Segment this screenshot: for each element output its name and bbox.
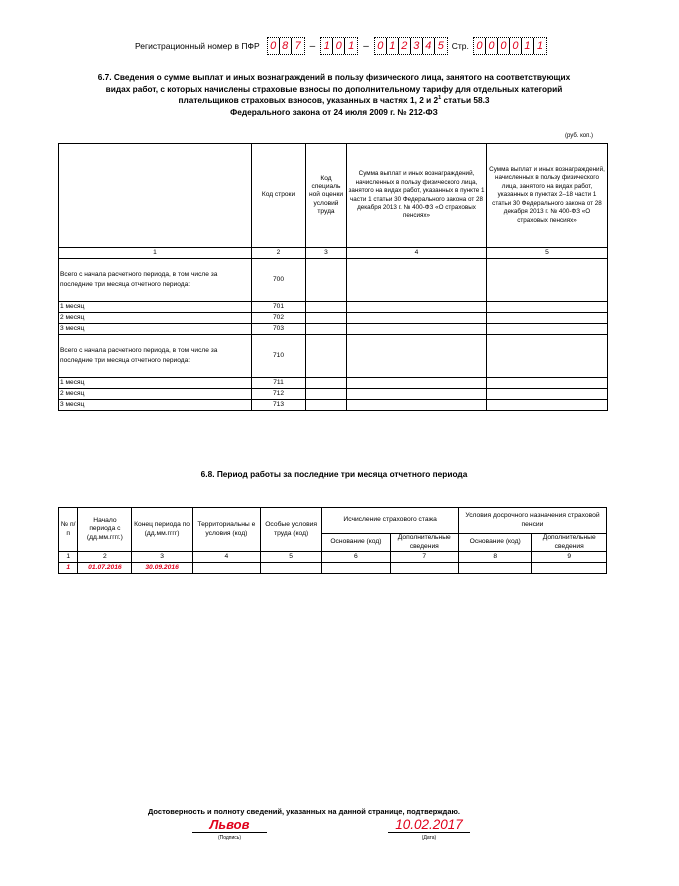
table-row	[59, 563, 607, 574]
col-group-early-pension: Условия досрочного назначения страховой пенсии	[458, 508, 606, 534]
reg-number-part-1[interactable]	[267, 37, 305, 55]
col-header-start: Начало периода с (дд.мм.гггг.)	[78, 508, 132, 552]
digit-cell: 0	[498, 38, 510, 54]
row-code: 711	[252, 378, 306, 389]
table-row	[59, 259, 608, 302]
col-header-sum-p2-18: Сумма выплат и иных вознаграждений, начисленных в пользу физического лица, занятого на видах работ, указанных в пунктах 2–18 части 1 статьи 30 Федерального закона от 28 декабря 2013 г. № 400-ФЗ «О страховых пенсиях»	[487, 144, 608, 248]
special-cell[interactable]	[261, 563, 322, 574]
sout-code-cell[interactable]	[306, 378, 347, 389]
sout-code-cell[interactable]	[306, 313, 347, 324]
col-number: 3	[306, 248, 347, 259]
sum-p2-18-cell[interactable]	[487, 400, 608, 411]
row-label: Всего с начала расчетного периода, в том числе за последние три месяца отчетного периода:	[59, 259, 252, 302]
col-number: 6	[322, 552, 390, 563]
table-row	[59, 302, 608, 313]
col-number: 8	[458, 552, 531, 563]
digit-cell: 0	[375, 38, 387, 54]
row-code: 710	[252, 335, 306, 378]
col-header-special: Особые условия труда (код)	[261, 508, 322, 552]
row-code: 712	[252, 389, 306, 400]
table-row	[59, 400, 608, 411]
sum-p1-cell[interactable]	[347, 378, 487, 389]
row-label: 2 месяц	[59, 313, 252, 324]
signature-block	[192, 818, 267, 841]
col-number: 5	[261, 552, 322, 563]
page-label: Стр.	[451, 41, 469, 51]
row-code: 700	[252, 259, 306, 302]
sout-code-cell[interactable]	[306, 389, 347, 400]
table-row	[59, 324, 608, 335]
signature-caption: (Подпись)	[217, 835, 242, 841]
col-number: 1	[59, 552, 78, 563]
row-code: 701	[252, 302, 306, 313]
row-label: 3 месяц	[59, 324, 252, 335]
date-field[interactable]: 10.02.2017	[388, 818, 470, 833]
title-line: Федерального закона от 24 июля 2009 г. № 212-ФЗ	[230, 107, 438, 118]
sum-p1-cell[interactable]	[347, 259, 487, 302]
col-header-early-extra: Дополнительные сведения	[532, 534, 607, 552]
confirmation-text: Достоверность и полноту сведений, указанных на данной странице, подтверждаю.	[148, 807, 460, 816]
digit-cell: 1	[387, 38, 399, 54]
row-code: 713	[252, 400, 306, 411]
reg-number-part-2[interactable]	[320, 37, 358, 55]
digit-cell: 1	[321, 38, 333, 54]
digit-cell: 5	[437, 40, 444, 52]
digit-cell: 8	[280, 38, 292, 54]
sum-p1-cell[interactable]	[347, 389, 487, 400]
sum-p1-cell[interactable]	[347, 313, 487, 324]
sum-p2-18-cell[interactable]	[487, 313, 608, 324]
title-line: видах работ, с которых начислены страховые взносы по дополнительному тарифу для отдельных категорий	[105, 83, 563, 94]
reg-number-part-3[interactable]	[374, 37, 448, 55]
table-row	[59, 335, 608, 378]
row-code: 703	[252, 324, 306, 335]
col-number: 9	[532, 552, 607, 563]
title-text: статьи 58.3	[441, 95, 490, 106]
table-row	[59, 313, 608, 324]
section-6-8-title: 6.8. Период работы за последние три месяца отчетного периода	[200, 469, 468, 479]
col-header-ins-basis: Основание (код)	[322, 534, 390, 552]
sum-p1-cell[interactable]	[347, 324, 487, 335]
sout-code-cell[interactable]	[306, 259, 347, 302]
sum-p2-18-cell[interactable]	[487, 378, 608, 389]
digit-cell: 0	[268, 38, 280, 54]
row-code: 702	[252, 313, 306, 324]
ins-basis-cell[interactable]	[322, 563, 390, 574]
superscript: 1	[438, 95, 442, 102]
date-caption: (Дата)	[421, 835, 437, 841]
header-row	[59, 144, 608, 248]
col-group-insurance: Исчисление страхового стажа	[322, 508, 459, 534]
units-label: (руб. коп.)	[565, 133, 594, 139]
date-block	[388, 818, 470, 841]
col-header-sout-code: Код специаль ной оценки условий труда	[306, 144, 347, 248]
col-header-ins-extra: Дополнительные сведения	[390, 534, 458, 552]
col-number: 3	[132, 552, 192, 563]
sout-code-cell[interactable]	[306, 335, 347, 378]
digit-cell: 7	[294, 40, 301, 52]
territorial-cell[interactable]	[192, 563, 260, 574]
digit-cell: 2	[399, 38, 411, 54]
col-header-territorial: Территориальны е условия (код)	[192, 508, 260, 552]
col-header-label	[59, 144, 252, 248]
signature-field[interactable]: Львов	[192, 818, 267, 833]
section-6-7-table	[58, 143, 608, 411]
col-number: 7	[390, 552, 458, 563]
digit-cell: 0	[486, 38, 498, 54]
separator: –	[363, 40, 369, 52]
header-row	[59, 508, 607, 534]
sum-p1-cell[interactable]	[347, 400, 487, 411]
col-header-end: Конец периода по (дд.мм.гггг)	[132, 508, 192, 552]
sum-p2-18-cell[interactable]	[487, 324, 608, 335]
sum-p1-cell[interactable]	[347, 302, 487, 313]
digit-cell: 0	[474, 38, 486, 54]
digit-cell: 1	[348, 40, 355, 52]
sum-p1-cell[interactable]	[347, 335, 487, 378]
col-number: 5	[487, 248, 608, 259]
col-number: 2	[78, 552, 132, 563]
row-label: Всего с начала расчетного периода, в том числе за последние три месяца отчетного периода:	[59, 335, 252, 378]
sum-p2-18-cell[interactable]	[487, 335, 608, 378]
col-header-code: Код строки	[252, 144, 306, 248]
sout-code-cell[interactable]	[306, 324, 347, 335]
title-line	[56, 95, 612, 107]
title-text: плательщиков страховых взносов, указанных в частях 1, 2 и 2	[178, 95, 439, 106]
early-basis-cell[interactable]	[458, 563, 531, 574]
section-6-7-title	[56, 72, 612, 119]
table-row	[59, 389, 608, 400]
sum-p2-18-cell[interactable]	[487, 259, 608, 302]
title-line: 6.7. Сведения о сумме выплат и иных вознаграждений в пользу физического лица, занятого на соответствующих	[97, 72, 571, 82]
registration-row	[135, 37, 547, 55]
reg-number-label: Регистрационный номер в ПФР	[135, 41, 260, 51]
col-header-num: № п/п	[59, 508, 78, 552]
row-label: 3 месяц	[59, 400, 252, 411]
row-label: 2 месяц	[59, 389, 252, 400]
col-number: 4	[192, 552, 260, 563]
end-date-cell[interactable]: 30.09.2016	[132, 563, 192, 574]
table-row	[59, 378, 608, 389]
row-label: 1 месяц	[59, 378, 252, 389]
digit-cell: 4	[423, 38, 435, 54]
sum-p2-18-cell[interactable]	[487, 389, 608, 400]
col-number: 1	[59, 248, 252, 259]
digit-cell: 0	[510, 38, 522, 54]
col-header-early-basis: Основание (код)	[458, 534, 531, 552]
sum-p2-18-cell[interactable]	[487, 302, 608, 313]
col-number: 2	[252, 248, 306, 259]
digit-cell: 1	[536, 40, 543, 52]
separator: –	[309, 40, 316, 52]
row-label: 1 месяц	[59, 302, 252, 313]
col-number: 4	[347, 248, 487, 259]
sout-code-cell[interactable]	[306, 400, 347, 411]
col-header-sum-p1: Сумма выплат и иных вознаграждений, начисленных в пользу физического лица, занятого на видах работ, указанных в пункте 1 части 1 статьи 30 Федерального закона от 28 декабря 2013 г. № 400-ФЗ «О страховых пенсиях»	[347, 144, 487, 248]
page-number-field[interactable]	[473, 37, 547, 55]
ins-extra-cell[interactable]	[390, 563, 458, 574]
section-6-8-table	[58, 507, 607, 574]
column-number-row	[59, 248, 608, 259]
row-num-cell[interactable]: 1	[59, 563, 78, 574]
sout-code-cell[interactable]	[306, 302, 347, 313]
digit-cell: 1	[522, 38, 534, 54]
start-date-cell[interactable]: 01.07.2016	[78, 563, 132, 574]
digit-cell: 0	[333, 38, 345, 54]
digit-cell: 3	[411, 38, 423, 54]
early-extra-cell[interactable]	[532, 563, 607, 574]
column-number-row	[59, 552, 607, 563]
